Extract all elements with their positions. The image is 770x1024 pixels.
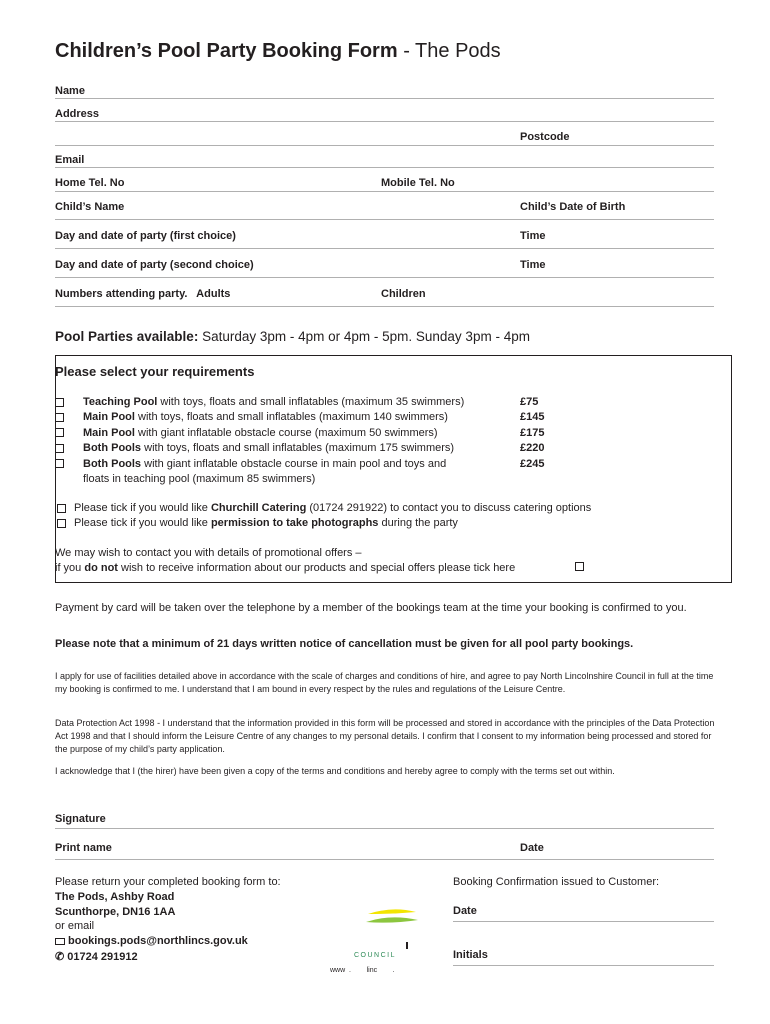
availability-label: Pool Parties available: — [55, 329, 199, 344]
mobile-tel-label: Mobile Tel. No — [381, 177, 455, 189]
option-4 — [83, 442, 454, 454]
photos-post: during the party — [378, 517, 458, 529]
availability — [55, 329, 530, 344]
option-3-name: Main Pool — [83, 427, 135, 439]
cancellation-note: Please note that a minimum of 21 days written notice of cancellation must be given for all pool party bookings. — [55, 638, 634, 650]
logo-mark — [406, 942, 408, 949]
address-field[interactable] — [55, 121, 714, 122]
page-title — [55, 40, 501, 63]
return-line-2: Scunthorpe, DN16 1AA — [55, 906, 176, 918]
title-main: Children’s Pool Party Booking Form — [55, 40, 398, 62]
availability-text: Saturday 3pm - 4pm or 4pm - 5pm. Sunday 3pm - 4pm — [198, 329, 530, 344]
child-field[interactable] — [55, 219, 714, 220]
catering-bold: Churchill Catering — [210, 502, 307, 514]
option-4-name: Both Pools — [83, 442, 142, 454]
time1-label: Time — [520, 230, 546, 242]
option-5-desc: with giant inflatable obstacle course in main pool and toys and — [141, 458, 447, 470]
home-tel-label: Home Tel. No — [55, 177, 125, 189]
option-checkbox-5[interactable] — [55, 459, 64, 468]
catering-text — [74, 502, 591, 514]
promo-checkbox[interactable] — [575, 562, 584, 571]
confirmation-date-label: Date — [453, 905, 477, 917]
catering-post: (01724 291922) to contact you to discuss catering options — [306, 502, 592, 514]
option-2-price: £145 — [520, 411, 545, 423]
option-2 — [83, 411, 448, 423]
signature-label: Signature — [55, 813, 106, 825]
logo-web-mid: linc — [366, 967, 378, 974]
tel-field[interactable] — [55, 191, 714, 192]
option-5-desc-cont: floats in teaching pool (maximum 85 swimmers) — [83, 473, 316, 485]
council-logo — [330, 900, 430, 980]
print-name-field[interactable] — [55, 859, 714, 860]
option-5-name: Both Pools — [83, 458, 142, 470]
option-2-desc: with toys, floats and small inflatables (maximum 140 swimmers) — [134, 411, 448, 423]
return-phone-row — [55, 950, 138, 963]
option-4-desc: with toys, floats and small inflatables (maximum 175 swimmers) — [141, 442, 455, 454]
email-field[interactable] — [55, 167, 714, 168]
option-2-name: Main Pool — [83, 411, 135, 423]
promo-bold: do not — [84, 562, 118, 574]
return-email[interactable]: bookings.pods@northlincs.gov.uk — [68, 935, 248, 947]
option-checkbox-3[interactable] — [55, 428, 64, 437]
promo-line-2 — [55, 562, 515, 574]
confirmation-initials-field[interactable] — [453, 965, 714, 966]
photos-pre: Please tick if you would like — [74, 517, 211, 529]
print-name-label: Print name — [55, 842, 112, 854]
photos-checkbox[interactable] — [57, 519, 66, 528]
terms-paragraph-2: Data Protection Act 1998 - I understand that the information provided in this form will be processed and stored in accordance with the principles of the Data Protection Act 1998 and that I should inform the Leisure Centre of any changes to my personal details. I confirm that I consent to my information being processed and stored for the purpose of my child’s party application. — [55, 718, 715, 754]
return-line-1: The Pods, Ashby Road — [55, 891, 175, 903]
logo-web: www . linc . — [330, 967, 395, 974]
child-dob-label: Child’s Date of Birth — [520, 201, 626, 213]
photos-text — [74, 517, 458, 529]
option-1-price: £75 — [520, 396, 539, 408]
confirmation-heading: Booking Confirmation issued to Customer: — [453, 876, 660, 888]
children-label: Children — [381, 288, 426, 300]
catering-checkbox[interactable] — [57, 504, 66, 513]
logo-council: COUNCIL — [354, 952, 397, 959]
photos-bold: permission to take photographs — [210, 517, 379, 529]
first-choice-field[interactable] — [55, 248, 714, 249]
phone-icon: ✆ — [55, 951, 65, 963]
option-checkbox-4[interactable] — [55, 444, 64, 453]
return-phone: 01724 291912 — [67, 951, 138, 963]
date-label: Date — [520, 842, 544, 854]
postcode-label: Postcode — [520, 131, 570, 143]
terms-paragraph-1: I apply for use of facilities detailed above in accordance with the scale of charges and conditions of hire, and agree to pay North Lincolnshire Council in full at the time my booking is confirmed to me. I understand that I am bound in every respect by the rules and regulations of the Leisure Centre. — [55, 671, 714, 694]
return-intro: Please return your completed booking form to: — [55, 876, 281, 888]
option-1-name: Teaching Pool — [83, 396, 158, 408]
title-sub: - The Pods — [397, 40, 501, 62]
payment-note: Payment by card will be taken over the telephone by a member of the bookings team at the time your booking is confirmed to you. — [55, 602, 687, 614]
option-checkbox-2[interactable] — [55, 413, 64, 422]
address-label: Address — [55, 108, 100, 120]
option-1 — [83, 396, 464, 408]
first-choice-label: Day and date of party (first choice) — [55, 230, 236, 242]
second-choice-field[interactable] — [55, 277, 714, 278]
numbers-adults-label: Numbers attending party. Adults — [55, 288, 231, 300]
return-email-row — [55, 935, 248, 947]
option-3-desc: with giant inflatable obstacle course (maximum 50 swimmers) — [134, 427, 438, 439]
promo-pre: if you — [55, 562, 85, 574]
child-name-label: Child’s Name — [55, 201, 125, 213]
option-3 — [83, 427, 438, 439]
requirements-heading: Please select your requirements — [55, 364, 255, 379]
promo-line-1: We may wish to contact you with details of promotional offers – — [55, 547, 362, 559]
option-checkbox-1[interactable] — [55, 398, 64, 407]
address-field-2[interactable] — [55, 145, 714, 146]
confirmation-initials-label: Initials — [453, 949, 488, 961]
terms-paragraph-3: I acknowledge that I (the hirer) have been given a copy of the terms and conditions and hereby agree to comply with the terms set out within. — [55, 766, 615, 776]
signature-field[interactable] — [55, 828, 714, 829]
return-or-email: or email — [55, 920, 95, 932]
option-4-price: £220 — [520, 442, 545, 454]
option-5 — [83, 458, 446, 470]
option-1-desc: with toys, floats and small inflatables (maximum 35 swimmers) — [157, 396, 465, 408]
email-label: Email — [55, 154, 85, 166]
name-label: Name — [55, 85, 85, 97]
logo-web-left: www — [330, 967, 346, 974]
envelope-icon — [55, 938, 65, 945]
numbers-field[interactable] — [55, 306, 714, 307]
second-choice-label: Day and date of party (second choice) — [55, 259, 254, 271]
option-3-price: £175 — [520, 427, 545, 439]
promo-post: wish to receive information about our products and special offers please tick here — [117, 562, 516, 574]
option-5-price: £245 — [520, 458, 545, 470]
catering-pre: Please tick if you would like — [74, 502, 211, 514]
name-field[interactable] — [55, 98, 714, 99]
confirmation-date-field[interactable] — [453, 921, 714, 922]
time2-label: Time — [520, 259, 546, 271]
